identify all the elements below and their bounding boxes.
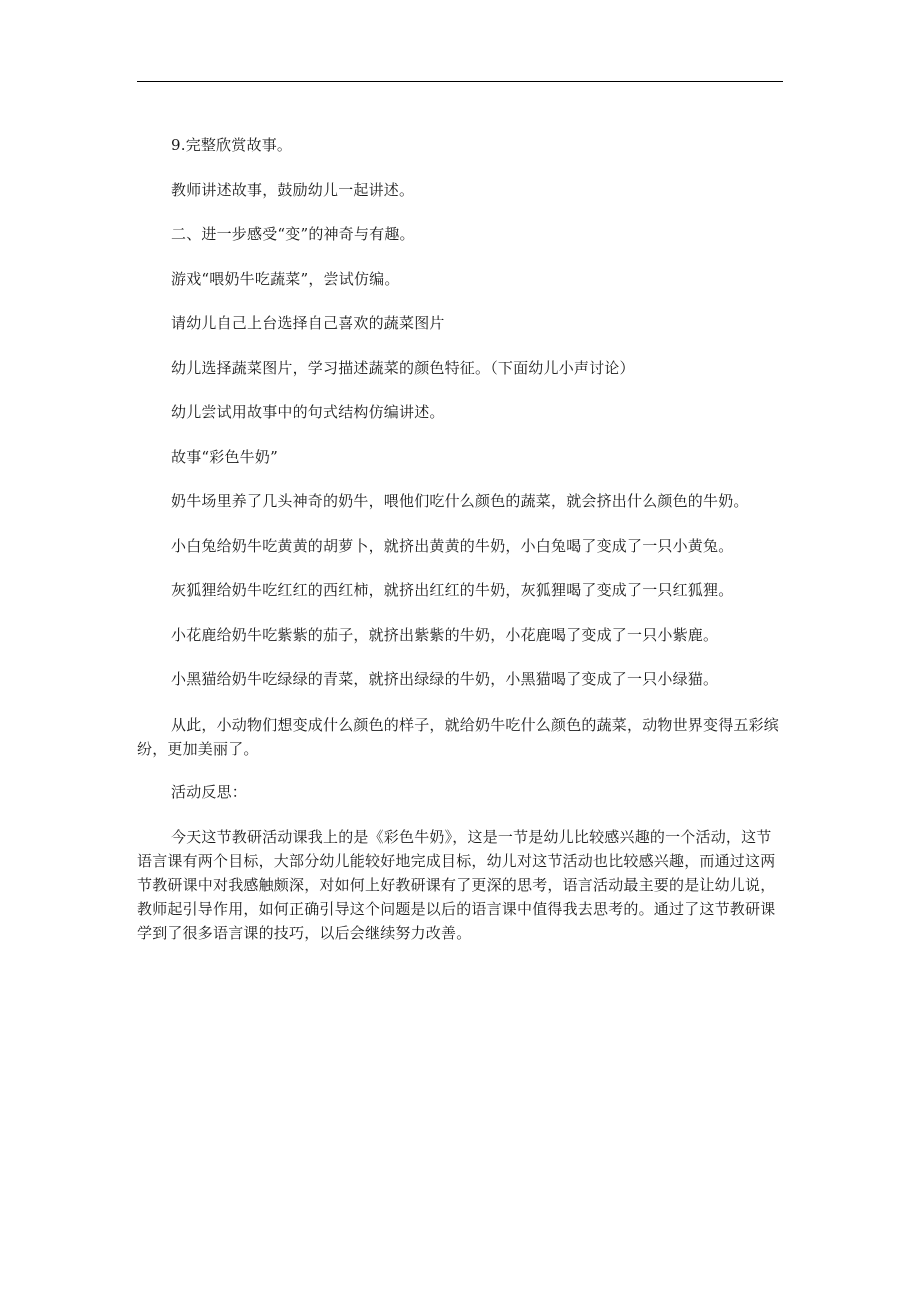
story-line: 奶牛场里养了几头神奇的奶牛，喂他们吃什么颜色的蔬菜，就会挤出什么颜色的牛奶。 (171, 492, 749, 510)
story-conclusion: 从此，小动物们想变成什么颜色的样子，就给奶牛吃什么颜色的蔬菜，动物世界变得五彩缤纷，更加美丽了。 (137, 715, 780, 758)
document-body (137, 134, 785, 945)
body-line: 游戏“喂奶牛吃蔬菜”，尝试仿编。 (171, 269, 400, 288)
reflection-heading: 活动反思： (171, 782, 248, 801)
header-rule (137, 81, 783, 82)
story-title: 故事“彩色牛奶” (171, 447, 278, 466)
reflection-paragraph: 今天这节教研活动课我上的是《彩色牛奶》，这是一节是幼儿比较感兴趣的一个活动，这节语言课有两个目标，大部分幼儿能较好地完成目标，幼儿对这节活动也比较感兴趣，而通过这两节教研课中对我感触颇深，对如何上好教研课有了更深的思考，语言活动最主要的是让幼儿说，教师起引导作用，如何正确引导这个问题是以后的语言课中值得我去思考的。通过了这节教研课学到了很多语言课的技巧，以后会继续努力改善。 (137, 828, 776, 942)
step-heading: 9.完整欣赏故事。 (171, 136, 293, 154)
body-line: 幼儿尝试用故事中的句式结构仿编讲述。 (171, 403, 445, 421)
story-line: 小白兔给奶牛吃黄黄的胡萝卜，就挤出黄黄的牛奶，小白兔喝了变成了一只小黄兔。 (171, 536, 734, 555)
story-line: 小黑猫给奶牛吃绿绿的青菜，就挤出绿绿的牛奶，小黑猫喝了变成了一只小绿猫。 (171, 670, 719, 688)
body-line: 请幼儿自己上台选择自己喜欢的蔬菜图片 (171, 314, 445, 332)
story-line: 小花鹿给奶牛吃紫紫的茄子，就挤出紫紫的牛奶，小花鹿喝了变成了一只小紫鹿。 (171, 625, 719, 644)
section-heading: 二、进一步感受“变”的神奇与有趣。 (171, 225, 415, 243)
body-line: 幼儿选择蔬菜图片，学习描述蔬菜的颜色特征。（下面幼儿小声讨论） (171, 358, 635, 377)
story-line: 灰狐狸给奶牛吃红红的西红柿，就挤出红红的牛奶，灰狐狸喝了变成了一只红狐狸。 (171, 581, 734, 599)
body-line: 教师讲述故事，鼓励幼儿一起讲述。 (171, 180, 415, 199)
